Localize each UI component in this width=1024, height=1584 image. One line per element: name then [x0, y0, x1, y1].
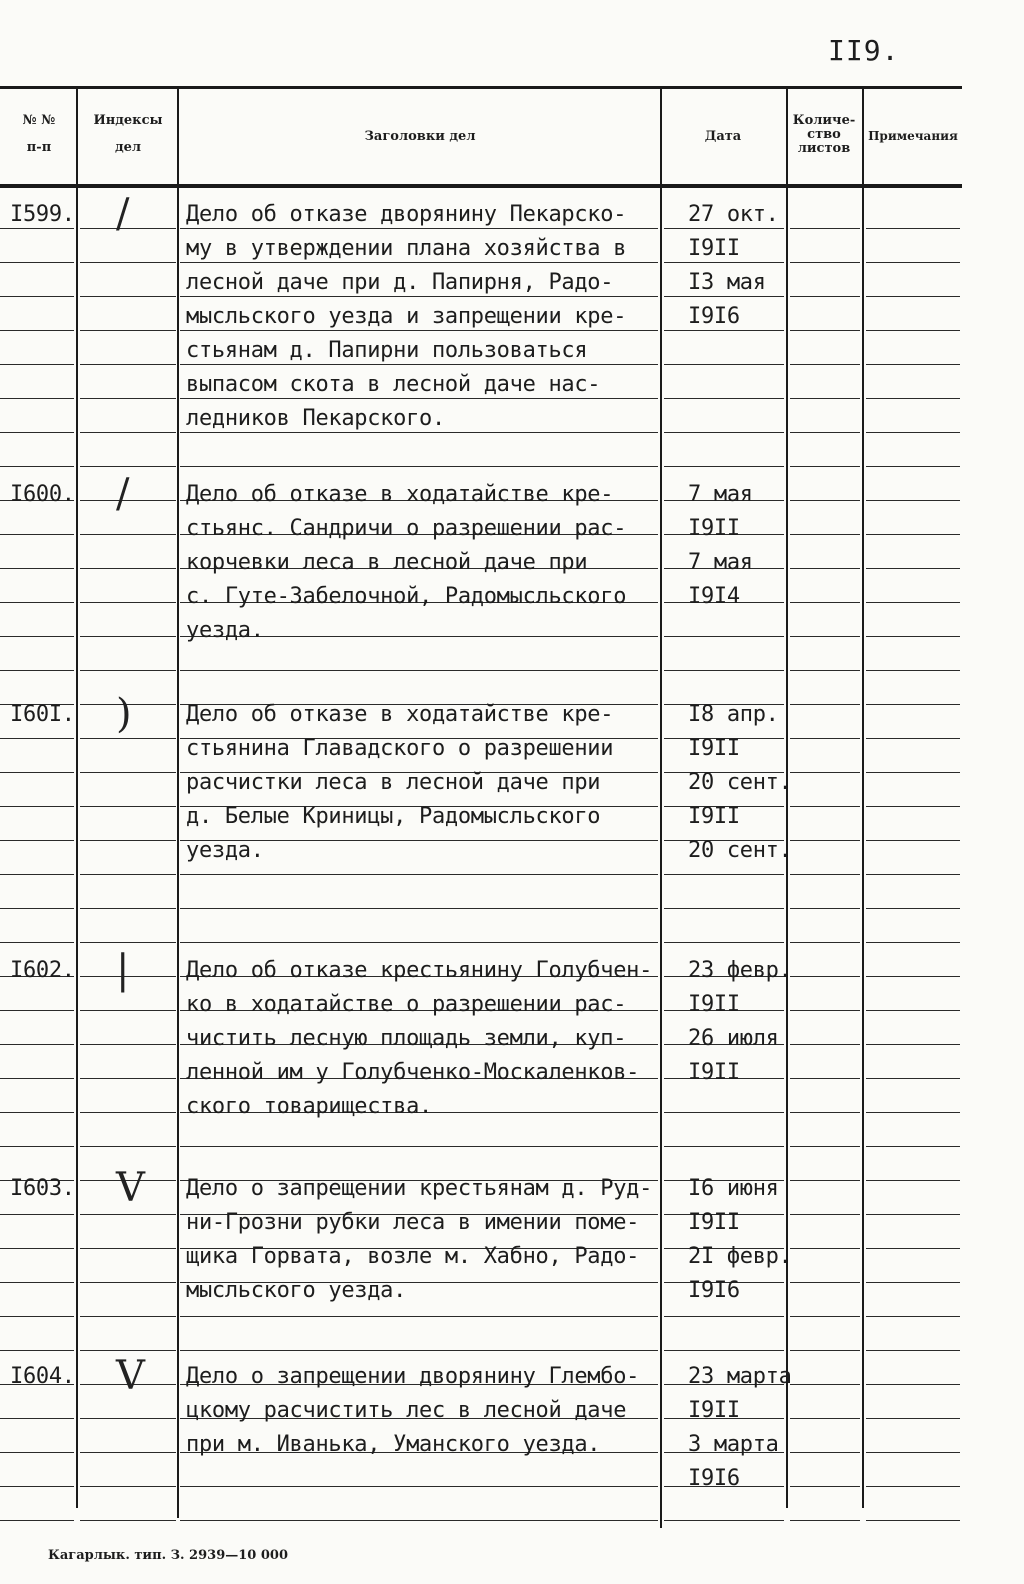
entry-number: I603. [10, 1176, 75, 1201]
date-line: I6 июня [688, 1176, 779, 1201]
ruled-line [664, 466, 784, 467]
date-line: I9II [688, 992, 740, 1017]
title-line: чистить лесную площадь земли, куп- [186, 1026, 627, 1051]
ruled-line [790, 330, 860, 331]
ruled-line [866, 364, 960, 365]
header-index: Индексы дел [93, 113, 163, 155]
ruled-line [866, 704, 960, 705]
title-line: мысльского уезда и запрещении кре- [186, 304, 627, 329]
index-check-mark: V [116, 1165, 145, 1211]
date-line: I9II [688, 1210, 740, 1235]
printer-imprint: Кагарлык. тип. З. 2939—10 000 [48, 1548, 288, 1563]
ruled-line [664, 942, 784, 943]
date-line: 20 сент. [688, 838, 792, 863]
ruled-line [0, 1044, 74, 1045]
ruled-line [790, 296, 860, 297]
date-line: I9I6 [688, 1278, 740, 1303]
date-line: I9I6 [688, 1466, 740, 1491]
column-divider [177, 88, 179, 1518]
ruled-line [866, 330, 960, 331]
title-line: Дело об отказе в ходатайстве кре- [186, 482, 614, 507]
ruled-line [80, 874, 176, 875]
title-line: ского товарищества. [186, 1094, 432, 1119]
ruled-line [866, 1282, 960, 1283]
ruled-line [866, 738, 960, 739]
ruled-line [866, 1044, 960, 1045]
ruled-line [866, 228, 960, 229]
date-line: I3 мая [688, 270, 766, 295]
ruled-line [0, 636, 74, 637]
ruled-line [0, 534, 74, 535]
page-number: II9. [828, 34, 900, 67]
ruled-line [866, 1078, 960, 1079]
ruled-line [790, 908, 860, 909]
ruled-line [664, 432, 784, 433]
ruled-line [80, 1010, 176, 1011]
ruled-line [80, 534, 176, 535]
ruled-line [664, 364, 784, 365]
title-line: с. Гуте-Забелочной, Радомысльского [186, 584, 627, 609]
date-line: 20 сент. [688, 770, 792, 795]
ruled-line [790, 1112, 860, 1113]
ruled-line [790, 1350, 860, 1351]
title-line: д. Белые Криницы, Радомысльского [186, 804, 601, 829]
header-notes: Примечания [868, 129, 958, 143]
ruled-line [80, 568, 176, 569]
ruled-line [80, 398, 176, 399]
ruled-line [866, 534, 960, 535]
ruled-line [790, 466, 860, 467]
date-line: I9II [688, 1060, 740, 1085]
ruled-line [80, 262, 176, 263]
ruled-line [0, 330, 74, 331]
entry-number: I602. [10, 958, 75, 983]
ruled-line [866, 1350, 960, 1351]
column-divider [76, 88, 78, 1508]
index-check-mark: / [116, 471, 130, 517]
ruled-line [866, 1214, 960, 1215]
ruled-line [790, 1010, 860, 1011]
date-line: 7 мая [688, 550, 753, 575]
ruled-line [790, 432, 860, 433]
ruled-line [0, 806, 74, 807]
ruled-line [80, 840, 176, 841]
ruled-line [80, 1316, 176, 1317]
ruled-line [790, 738, 860, 739]
ruled-line [866, 296, 960, 297]
date-line: I9II [688, 516, 740, 541]
ruled-line [0, 1282, 74, 1283]
ruled-line [866, 398, 960, 399]
ruled-line [866, 772, 960, 773]
ruled-line [80, 296, 176, 297]
ruled-line [866, 874, 960, 875]
ruled-line [180, 1520, 658, 1521]
ruled-line [790, 1452, 860, 1453]
ruled-line [866, 1112, 960, 1113]
title-line: Дело о запрещении крестьянам д. Руд- [186, 1176, 653, 1201]
date-line: I9II [688, 804, 740, 829]
ruled-line [790, 262, 860, 263]
ruled-line [0, 772, 74, 773]
ruled-line [866, 602, 960, 603]
entry-number: I599. [10, 202, 75, 227]
ruled-line [0, 1078, 74, 1079]
ruled-line [180, 1350, 658, 1351]
ruled-line [180, 1316, 658, 1317]
ruled-line [80, 1350, 176, 1351]
ruled-line [0, 1248, 74, 1249]
ruled-line [664, 636, 784, 637]
ruled-line [80, 1112, 176, 1113]
ruled-line [790, 1078, 860, 1079]
title-line: расчистки леса в лесной даче при [186, 770, 601, 795]
ruled-line [0, 568, 74, 569]
ruled-line [180, 1146, 658, 1147]
ruled-line [80, 330, 176, 331]
ruled-line [790, 1418, 860, 1419]
ruled-line [180, 942, 658, 943]
ruled-line [0, 874, 74, 875]
ruled-line [80, 364, 176, 365]
ruled-line [790, 398, 860, 399]
ruled-line [790, 1146, 860, 1147]
ruled-line [790, 806, 860, 807]
index-check-mark: | [116, 947, 130, 993]
ruled-line [80, 908, 176, 909]
ruled-line [866, 670, 960, 671]
ruled-line [80, 1214, 176, 1215]
title-line: щика Горвата, возле м. Хабно, Радо- [186, 1244, 640, 1269]
ruled-line [664, 908, 784, 909]
ruled-line [80, 602, 176, 603]
ruled-line [664, 1316, 784, 1317]
ruled-line [790, 704, 860, 705]
ruled-line [0, 262, 74, 263]
ruled-line [866, 1384, 960, 1385]
ruled-line [790, 1214, 860, 1215]
ruled-line [664, 874, 784, 875]
ruled-line [866, 1010, 960, 1011]
title-line: ледников Пекарского. [186, 406, 445, 431]
title-line: корчевки леса в лесной даче при [186, 550, 588, 575]
ruled-line [180, 670, 658, 671]
ruled-line [0, 1112, 74, 1113]
ruled-line [790, 670, 860, 671]
date-line: I8 апр. [688, 702, 779, 727]
ruled-line [80, 806, 176, 807]
ruled-line [664, 1350, 784, 1351]
ruled-line [790, 228, 860, 229]
index-check-mark: ) [116, 691, 132, 737]
ruled-line [866, 1248, 960, 1249]
ruled-line [866, 976, 960, 977]
ruled-line [866, 568, 960, 569]
ruled-line [866, 432, 960, 433]
ruled-line [790, 874, 860, 875]
ruled-line [0, 942, 74, 943]
ruled-line [80, 636, 176, 637]
title-line: стьянам д. Папирни пользоваться [186, 338, 588, 363]
ruled-line [866, 500, 960, 501]
ruled-line [790, 942, 860, 943]
ruled-line [0, 670, 74, 671]
ruled-line [790, 1248, 860, 1249]
ruled-line [790, 1486, 860, 1487]
ruled-line [790, 602, 860, 603]
ruled-line [866, 908, 960, 909]
date-line: I9II [688, 236, 740, 261]
ruled-line [790, 1044, 860, 1045]
title-line: при м. Иванька, Уманского уезда. [186, 1432, 601, 1457]
ruled-line [80, 1146, 176, 1147]
ruled-line [866, 1316, 960, 1317]
ruled-line [80, 432, 176, 433]
column-divider [660, 88, 662, 1528]
ruled-line [790, 1520, 860, 1521]
title-line: стьянина Главадского о разрешении [186, 736, 614, 761]
index-check-mark: V [116, 1353, 145, 1399]
ruled-line [866, 1180, 960, 1181]
ruled-line [0, 908, 74, 909]
title-line: Дело о запрещении дворянину Глембо- [186, 1364, 640, 1389]
date-line: 23 марта [688, 1364, 792, 1389]
title-line: уезда. [186, 618, 264, 643]
ruled-line [790, 1282, 860, 1283]
date-line: I9II [688, 736, 740, 761]
header-title: Заголовки дел [364, 129, 476, 144]
title-line: Дело об отказе крестьянину Голубчен- [186, 958, 653, 983]
ruled-line [80, 466, 176, 467]
ruled-line [866, 262, 960, 263]
title-line: му в утверждении плана хозяйства в [186, 236, 627, 261]
ruled-line [790, 976, 860, 977]
date-line: I9I6 [688, 304, 740, 329]
entry-number: I604. [10, 1364, 75, 1389]
title-line: ленной им у Голубченко-Москаленков- [186, 1060, 640, 1085]
entry-number: I600. [10, 482, 75, 507]
header-number: № № п-п [22, 113, 56, 155]
ruled-line [80, 1486, 176, 1487]
date-line: 3 марта [688, 1432, 779, 1457]
title-line: уезда. [186, 838, 264, 863]
ruled-line [0, 602, 74, 603]
ruled-line [866, 1418, 960, 1419]
ruled-line [180, 466, 658, 467]
ruled-line [0, 738, 74, 739]
ruled-line [0, 1520, 74, 1521]
date-line: 27 окт. [688, 202, 779, 227]
header-date: Дата [704, 129, 742, 144]
title-line: лесной даче при д. Папирня, Радо- [186, 270, 614, 295]
date-line: 7 мая [688, 482, 753, 507]
ruled-line [790, 534, 860, 535]
ruled-line [866, 1520, 960, 1521]
ruled-line [790, 1316, 860, 1317]
date-line: I9I4 [688, 584, 740, 609]
ruled-line [180, 908, 658, 909]
ruled-line [0, 466, 74, 467]
ruled-line [80, 942, 176, 943]
ruled-line [0, 364, 74, 365]
ruled-line [866, 1486, 960, 1487]
ruled-line [180, 874, 658, 875]
column-divider [862, 88, 864, 1508]
ruled-line [0, 1452, 74, 1453]
title-line: выпасом скота в лесной даче нас- [186, 372, 601, 397]
title-line: стьянс. Сандричи о разрешении рас- [186, 516, 627, 541]
ruled-line [80, 1418, 176, 1419]
ruled-line [790, 568, 860, 569]
ruled-line [866, 636, 960, 637]
ruled-line [790, 772, 860, 773]
ruled-line [80, 1248, 176, 1249]
ruled-line [80, 1452, 176, 1453]
ruled-line [866, 466, 960, 467]
title-line: ко в ходатайстве о разрешении рас- [186, 992, 627, 1017]
ruled-line [80, 1282, 176, 1283]
ruled-line [664, 1520, 784, 1521]
ruled-line [0, 1146, 74, 1147]
ruled-line [0, 296, 74, 297]
ruled-line [866, 1452, 960, 1453]
ruled-line [664, 1112, 784, 1113]
ruled-line [0, 1214, 74, 1215]
date-line: I9II [688, 1398, 740, 1423]
ruled-line [790, 364, 860, 365]
ruled-line [80, 1520, 176, 1521]
ruled-line [180, 1486, 658, 1487]
table-header-border [0, 184, 962, 188]
ruled-line [80, 1044, 176, 1045]
ruled-line [0, 1486, 74, 1487]
ruled-line [664, 670, 784, 671]
ruled-line [0, 398, 74, 399]
ruled-line [0, 1418, 74, 1419]
entry-number: I60I. [10, 702, 75, 727]
ruled-line [80, 670, 176, 671]
title-line: ни-Грозни рубки леса в имении поме- [186, 1210, 640, 1235]
header-sheets: Количе- ство листов [792, 113, 856, 156]
ruled-line [790, 636, 860, 637]
title-line: цкому расчистить лес в лесной даче [186, 1398, 627, 1423]
ruled-line [790, 1180, 860, 1181]
ruled-line [866, 1146, 960, 1147]
ruled-line [80, 772, 176, 773]
index-check-mark: / [116, 191, 130, 237]
title-line: Дело об отказе дворянину Пекарско- [186, 202, 627, 227]
ruled-line [866, 806, 960, 807]
ruled-line [0, 1010, 74, 1011]
ruled-line [790, 840, 860, 841]
ruled-line [0, 1316, 74, 1317]
ruled-line [790, 500, 860, 501]
ruled-line [790, 1384, 860, 1385]
ruled-line [0, 1350, 74, 1351]
ruled-line [664, 398, 784, 399]
ruled-line [0, 432, 74, 433]
ruled-line [80, 1078, 176, 1079]
date-line: 26 июля [688, 1026, 779, 1051]
ruled-line [0, 840, 74, 841]
ruled-line [866, 840, 960, 841]
ruled-line [866, 942, 960, 943]
date-line: 2I февр. [688, 1244, 792, 1269]
date-line: 23 февр. [688, 958, 792, 983]
ruled-line [80, 738, 176, 739]
title-line: мысльского уезда. [186, 1278, 407, 1303]
table-top-border [0, 86, 962, 89]
title-line: Дело об отказе в ходатайстве кре- [186, 702, 614, 727]
ruled-line [664, 1146, 784, 1147]
